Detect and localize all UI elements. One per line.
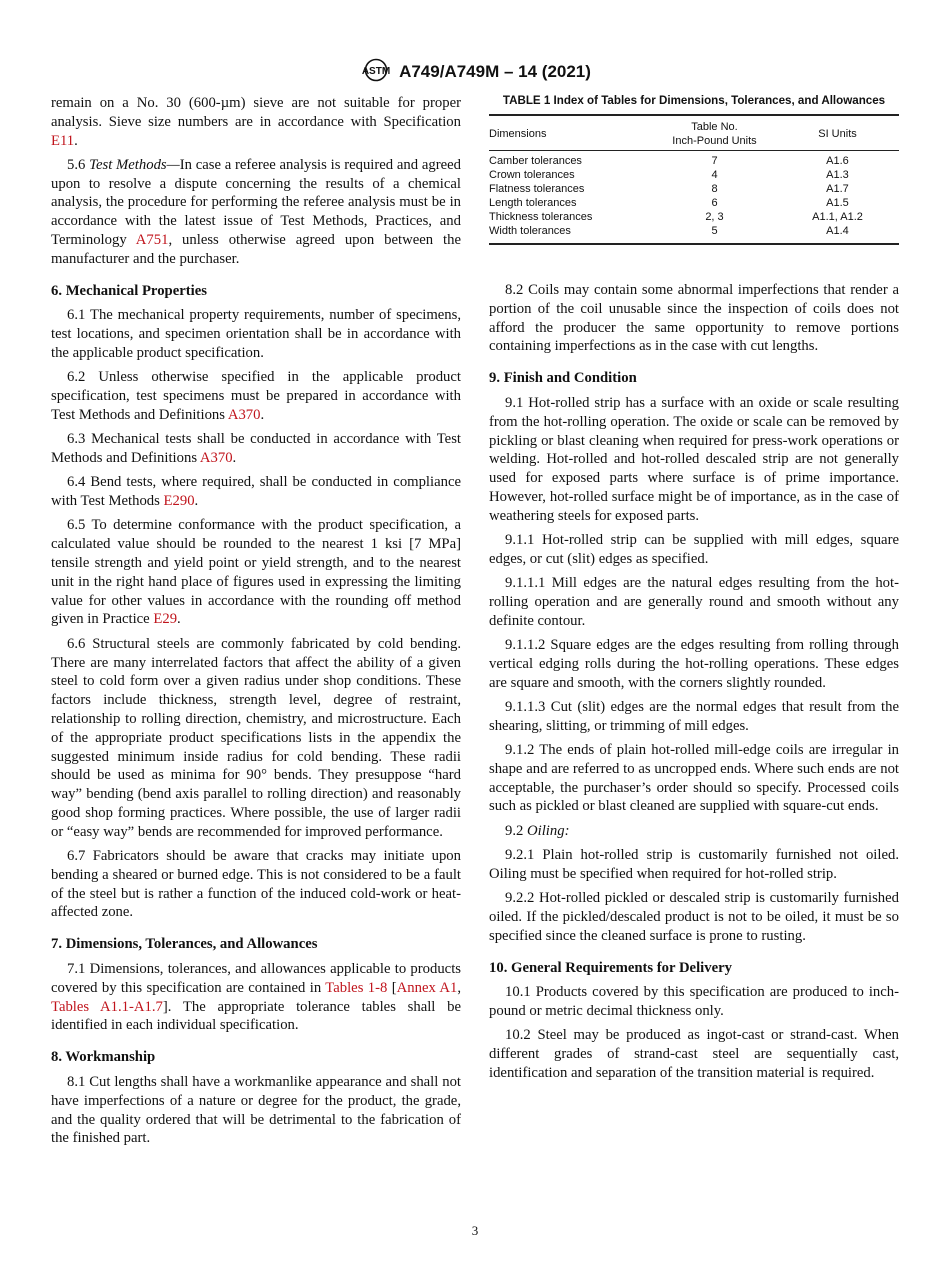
text: 7.1 Dimensions, tolerances, and allowances applicable to products covered by this specification are contained in <box>51 960 461 996</box>
paragraph <box>51 430 461 468</box>
column-header: Table No. Inch-Pound Units <box>653 115 776 151</box>
table-row <box>489 196 899 210</box>
reference-link[interactable]: A370 <box>227 406 261 423</box>
text: 6.4 Bend tests, where required, shall be conducted in compliance with Test Methods <box>51 474 461 510</box>
text: remain on a No. 30 (600-µm) sieve are not suitable for proper analysis. Sieve size numbers are in accordance with Specification <box>51 95 461 130</box>
text: , unless otherwise agreed upon between the manufacturer and the purchaser. <box>51 232 461 267</box>
section-heading <box>489 959 899 978</box>
astm-logo-icon <box>359 58 393 82</box>
text: . <box>177 611 181 628</box>
paragraph <box>489 531 899 569</box>
text: Oiling: <box>527 822 570 839</box>
table-1 <box>489 94 899 245</box>
text: 9.1.1.2 Square edges are the edges resulting from rolling through vertical edging rolls during the hot-rolling operations. These edges are square and smooth, with the corners slightly rounded. <box>489 637 899 691</box>
table-cell: A1.6 <box>826 155 849 167</box>
section-heading <box>51 282 461 301</box>
text: . <box>232 450 237 467</box>
text: 10.1 Products covered by this specification are produced to inch-pound or metric decimal thickness only. <box>489 984 899 1020</box>
text: Test Methods— <box>89 156 180 173</box>
text: 10.2 Steel may be produced as ingot-cast or strand-cast. When different grades of strand-cast steel are sequentially cast, identification and separation of the transition material is required. <box>489 1027 899 1081</box>
text: 5.6 <box>67 156 90 173</box>
table-cell: Crown tolerances <box>489 169 575 181</box>
table-row <box>489 224 899 244</box>
text: 6.1 The mechanical property requirements, number of specimens, test locations, and specimen orientation shall be in accordance with the applicable product specification. <box>51 307 461 362</box>
section-heading <box>489 369 899 388</box>
paragraph <box>489 983 899 1021</box>
table-cell: Width tolerances <box>489 225 571 237</box>
text: 8.2 Coils may contain some abnormal imperfections that render a portion of the coil unusable since the inspection of coils does not afford the producer the same opportunity to remove portions containing imperfections as in the case with cut lengths. <box>489 282 899 355</box>
reference-link[interactable]: E29 <box>153 611 178 628</box>
reference-link[interactable]: Tables A1.1-A1.7 <box>51 998 163 1015</box>
table-cell: 7 <box>711 155 718 167</box>
table-cell: Length tolerances <box>489 197 577 209</box>
text: 6.7 Fabricators should be aware that cracks may initiate upon bending a sheared or burned edge. This is not considered to be a fault of the steel but is rather a function of the induced cold-work or heat-affected zone. <box>51 847 461 921</box>
paragraph <box>489 281 899 356</box>
text: 9.2 <box>505 822 528 839</box>
table-row <box>489 182 899 196</box>
paragraph <box>51 1073 461 1148</box>
text: 9.1 Hot-rolled strip has a surface with an oxide or scale resulting from the hot-rolling operation. The oxide or scale can be removed by pickling or blast cleaning when required for press-work operations or welding. Hot-rolled and hot-rolled descaled strip are not generally used for exposed parts where surface is of prime importance. However, hot-rolled surface might be of importance, as in the case of weathering steels for exposed parts. <box>489 394 899 524</box>
reference-link[interactable]: A370 <box>199 450 233 467</box>
text: 6.3 Mechanical tests shall be conducted in accordance with Test Methods and Definitions <box>51 431 461 467</box>
page-header <box>0 58 950 82</box>
text: 6.6 Structural steels are commonly fabricated by cold bending. There are many interrelated factors that affect the ability of a given steel to cold form over a given radius under shop conditions. These factors include thickness, strength level, degree of restraint, relationship to rolling direction, chemistry, and microstructure. Each of the appropriate product specifications lists in the appendix the suggested minimum inside radius for cold bending. These radii should be used as minima for 90° bends. They presuppose “hard way” bending (bend axis parallel to rolling direction) and reasonably good shop forming practices. Where possible, the use of larger radii or “easy way” bends are recommended for improved performance. <box>51 635 461 840</box>
reference-link[interactable]: E290 <box>163 493 195 510</box>
paragraph <box>489 889 899 945</box>
text: 9.1.1 Hot-rolled strip can be supplied with mill edges, square edges, or cut (slit) edges as specified. <box>489 532 899 567</box>
reference-link[interactable]: E11 <box>51 132 75 149</box>
paragraph <box>51 516 461 629</box>
paragraph <box>51 156 461 269</box>
svg-text:ASTM: ASTM <box>361 66 391 77</box>
text: 6.2 Unless otherwise specified in the applicable product specification, test specimens must be prepared in accordance with Test Methods and Definitions <box>51 369 461 423</box>
text: [ <box>387 979 397 996</box>
text: 9. Finish and Condition <box>489 370 637 387</box>
table-cell: 5 <box>711 225 718 237</box>
paragraph <box>489 1026 899 1082</box>
paragraph <box>489 636 899 692</box>
table-cell: 6 <box>711 197 718 209</box>
document-title: A749/A749M – 14 (2021) <box>399 62 591 81</box>
paragraph <box>489 394 899 526</box>
paragraph <box>489 822 899 841</box>
paragraph <box>489 741 899 816</box>
text: 9.1.1.1 Mill edges are the natural edges resulting from the hot-rolling operation and are generally round and smooth without any definite contour. <box>489 575 899 629</box>
reference-link[interactable]: Annex A1 <box>396 979 458 996</box>
text: 10. General Requirements for Delivery <box>489 959 732 976</box>
table-cell: Camber tolerances <box>489 155 582 167</box>
text: ]. The appropriate tolerance tables shall be identified in each individual specification. <box>51 998 461 1034</box>
text: . <box>194 493 199 510</box>
table-cell: A1.7 <box>826 183 849 195</box>
text: 8. Workmanship <box>51 1049 156 1066</box>
table-cell: 2, 3 <box>705 211 724 223</box>
table-cell: A1.5 <box>826 197 849 209</box>
paragraph <box>51 847 461 922</box>
right-column <box>489 94 899 1088</box>
table-row <box>489 168 899 182</box>
paragraph <box>51 473 461 511</box>
text: 6.5 To determine conformance with the product specification, a calculated value should be rounded to the nearest 1 ksi [7 MPa] tensile strength and yield point or yield strength, and to the nearest unit in the right hand place of figures used in expressing the limiting value for other values in accordance with the rounding off method given in Practice <box>51 517 461 628</box>
paragraph <box>489 698 899 736</box>
reference-link[interactable]: A751 <box>135 232 169 249</box>
section-heading <box>51 1048 461 1067</box>
page-number: 3 <box>471 1223 479 1238</box>
text: 9.2.1 Plain hot-rolled strip is customarily furnished not oiled. Oiling must be specified when required for hot-rolled strip. <box>489 847 899 882</box>
reference-link[interactable]: Tables 1-8 <box>325 979 388 996</box>
table-cell: Flatness tolerances <box>489 183 585 195</box>
left-column <box>51 94 461 1154</box>
table-cell: A1.1, A1.2 <box>812 211 863 223</box>
column-header: Dimensions <box>489 115 653 151</box>
text: . <box>260 406 265 423</box>
text: 9.2.2 Hot-rolled pickled or descaled strip is customarily furnished oiled. If the pickled/descaled product is not to be oiled, it must be so specified since the cleaned surface is prone to rusting. <box>489 890 899 944</box>
table-cell: Thickness tolerances <box>489 211 593 223</box>
text: 6. Mechanical Properties <box>51 282 207 299</box>
section-heading <box>51 935 461 954</box>
table-row <box>489 151 899 169</box>
paragraph <box>51 960 461 1035</box>
paragraph <box>489 846 899 884</box>
table-cell: 8 <box>711 183 718 195</box>
table-cell: A1.3 <box>826 169 849 181</box>
table-row <box>489 210 899 224</box>
paragraph <box>489 574 899 630</box>
table-cell: 4 <box>711 169 718 181</box>
table-cell: A1.4 <box>826 225 849 237</box>
index-table <box>489 114 899 245</box>
text: 7. Dimensions, Tolerances, and Allowances <box>51 936 318 953</box>
paragraph <box>51 368 461 424</box>
text: In case a referee analysis is required and agreed upon to resolve a dispute concerning the results of a chemical analysis, the procedure for performing the referee analysis must be in accordance with the latest issue of Test Methods, Practices, and Terminology <box>51 156 462 249</box>
paragraph <box>51 635 461 842</box>
paragraph <box>51 94 461 150</box>
text: , <box>457 979 462 996</box>
table-caption: TABLE 1 Index of Tables for Dimensions, Tolerances, and Allowances <box>502 94 886 107</box>
text: 8.1 Cut lengths shall have a workmanlike appearance and shall not have imperfections of a nature or degree for the product, the grade, and the quality ordered that will be detrimental to the fabrication of the finished part. <box>51 1073 461 1147</box>
text: . <box>74 132 78 149</box>
text: 9.1.2 The ends of plain hot-rolled mill-edge coils are irregular in shape and are referred to as uncropped ends. Where such ends are not acceptable, the purchaser’s order should so specify. Processed coils such as pickled or blast cleaned are supplied with square-cut ends. <box>489 742 899 815</box>
column-header: SI Units <box>776 115 899 151</box>
paragraph <box>51 306 461 362</box>
text: 9.1.1.3 Cut (slit) edges are the normal edges that result from the shearing, slitting, or trimming of mill edges. <box>489 698 899 734</box>
